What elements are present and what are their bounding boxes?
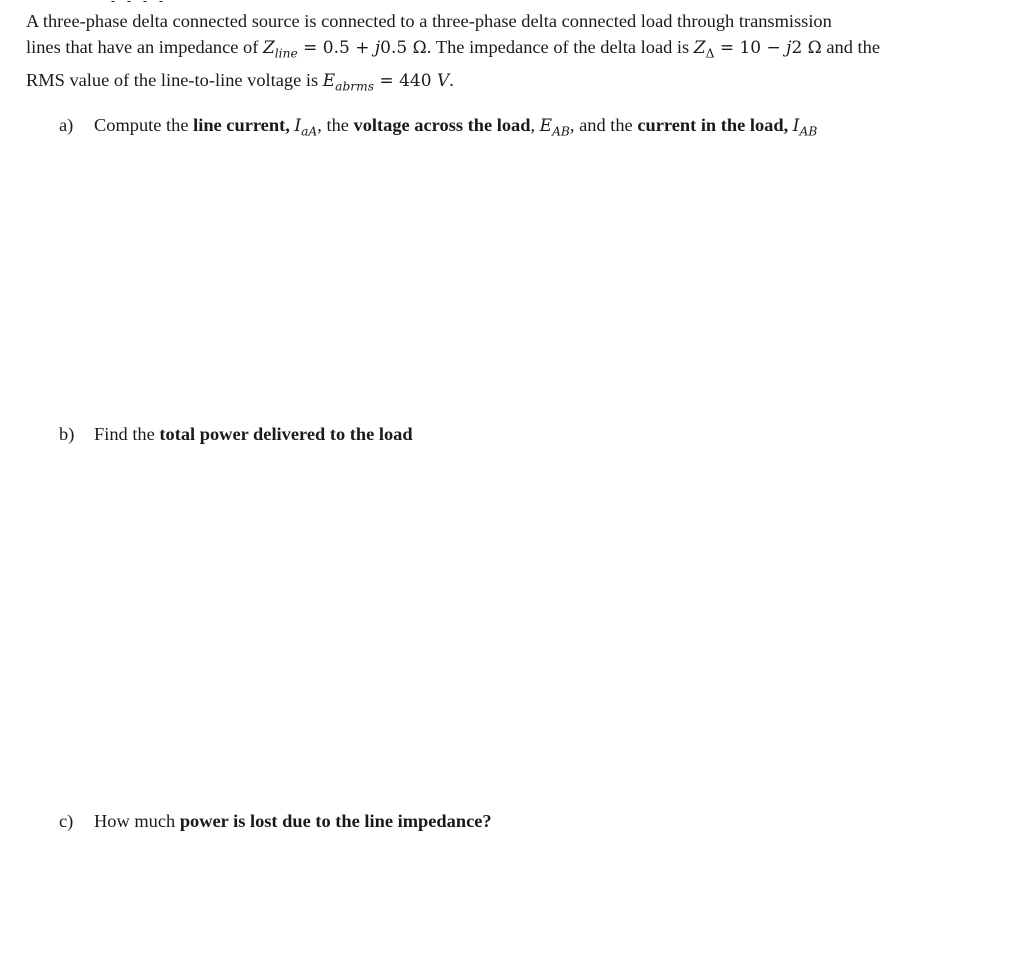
bold-segment: total power delivered to the load <box>159 424 413 444</box>
question-b <box>59 422 413 446</box>
text-segment: . <box>449 69 454 90</box>
text-segment: lines that have an impedance of <box>26 37 263 57</box>
text-segment: Compute the <box>94 115 194 135</box>
bold-segment: current in the load, <box>637 115 793 135</box>
voltage-expression <box>322 70 450 94</box>
text-segment: , and the <box>569 115 638 135</box>
text-segment: Find the <box>94 424 160 444</box>
z-symbol: Z <box>262 38 275 58</box>
bold-segment: line current, <box>193 115 295 135</box>
text-segment: . The impedance of the delta load is <box>426 37 694 57</box>
e-subscript: AB <box>552 124 570 139</box>
z-subscript: line <box>274 46 298 61</box>
z-value-imag: 0.5 Ω <box>380 38 427 58</box>
e-symbol: E <box>322 70 336 91</box>
z-delta-expression <box>693 38 822 61</box>
e-unit: V <box>436 70 450 91</box>
e-value: = 440 <box>374 70 437 91</box>
z-value-imag: 2 Ω <box>791 38 822 58</box>
question-c <box>59 809 492 833</box>
z-subscript: Δ <box>705 46 715 61</box>
clipped-header-fragment <box>110 0 200 2</box>
j-symbol: j <box>786 38 792 58</box>
i-symbol: I <box>792 116 800 136</box>
e-subscript: abrms <box>335 79 375 94</box>
bold-segment: voltage across the load <box>353 115 531 135</box>
problem-line-3 <box>26 67 1006 100</box>
z-value: = 0.5 + <box>297 38 375 58</box>
bold-segment: power is lost due to the line impedance? <box>179 811 492 831</box>
i-subscript: AB <box>799 124 818 139</box>
problem-line-1: A three-phase delta connected source is connected to a three-phase delta connected load through transmission <box>26 11 832 31</box>
z-value: = 10 − <box>714 38 787 58</box>
i-symbol: I <box>294 116 302 136</box>
load-current-symbol <box>792 116 818 139</box>
problem-line-2 <box>26 34 1006 67</box>
text-segment: , the <box>317 115 354 135</box>
question-label: c) <box>59 811 74 831</box>
question-label: a) <box>59 115 74 135</box>
text-segment: RMS value of the line-to-line voltage is <box>26 69 323 90</box>
e-symbol: E <box>539 116 553 136</box>
answer-space-b[interactable] <box>59 450 999 800</box>
text-segment: and the <box>821 37 880 57</box>
question-label: b) <box>59 424 75 444</box>
answer-space-a[interactable] <box>59 140 999 415</box>
text-segment: How much <box>94 811 180 831</box>
j-symbol: j <box>374 38 381 58</box>
load-voltage-symbol <box>539 116 570 139</box>
z-symbol: Z <box>693 38 706 58</box>
text-segment: , <box>530 115 540 135</box>
line-current-symbol <box>294 116 318 139</box>
i-subscript: aA <box>301 124 318 139</box>
problem-statement <box>26 8 1006 99</box>
z-line-expression <box>262 38 427 61</box>
answer-space-c[interactable] <box>59 840 999 950</box>
